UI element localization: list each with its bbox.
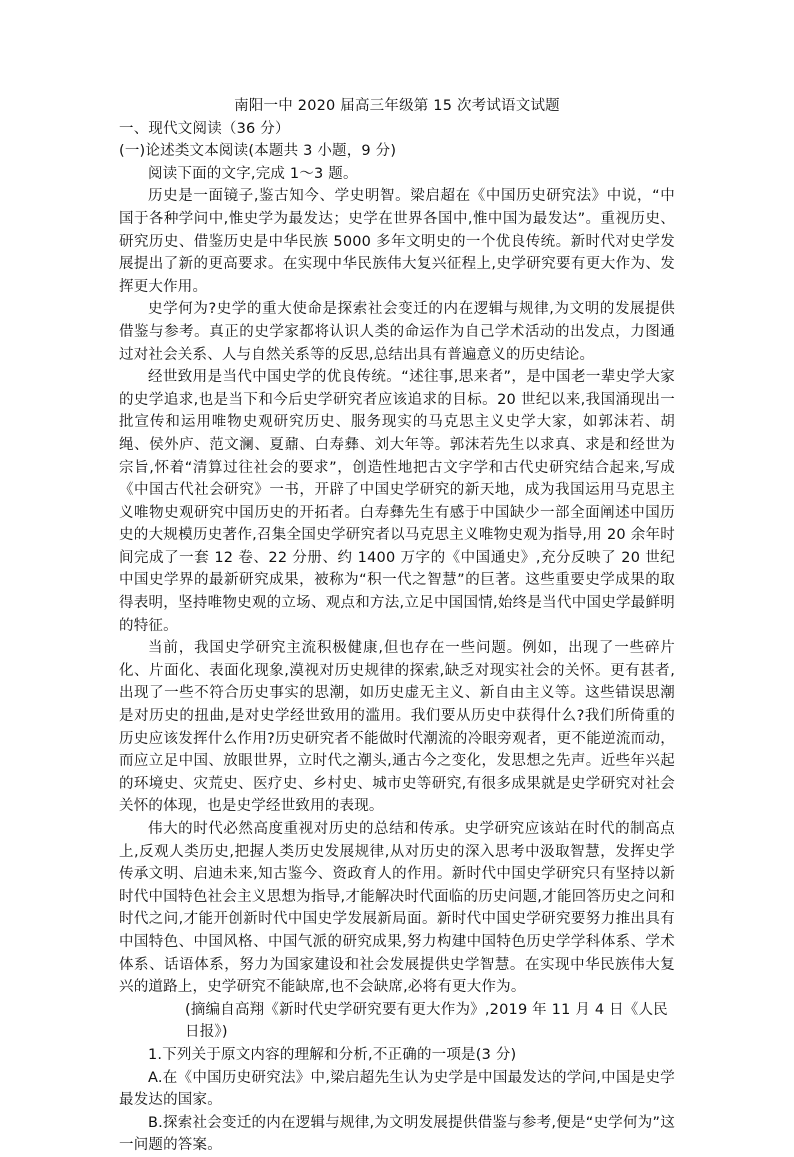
exam-title: 南阳一中 2020 届高三年级第 15 次考试语文试题 xyxy=(234,98,560,114)
paragraph-3: 经世致用是当代中国史学的优良传统。“述往事,思来者”，是中国老一辈史学大家的史学追求,也是当下和今后史学研究者应该追求的目标。20 世纪以来,我国涌现出一批宣传和运用唯物史观研究历史、服务现实的马克思主义史学大家，如郭沫若、胡绳、侯外庐、范文澜、夏鼐、白寿彝、刘大年等。郭沫若先生以求真、求是和经世为宗旨,怀着“清算过往社会的要求”，创造性地把古文字学和古代史研究结合起来,写成《中国古代社会研究》一书，开辟了中国史学研究的新天地，成为我国运用马克思主义唯物史观研究中国历史的开拓者。白寿彝先生有感于中国缺少一部全面阐述中国历史的大规模历史著作,召集全国史学研究者以马克思主义唯物史观为指导,用 20 余年时间完成了一套 12 卷、22 分册、约 1400 万字的《中国通史》,充分反映了 20 世纪中国史学界的最新研究成果，被称为“积一代之智慧”的巨著。这些重要史学成果的取得表明，坚持唯物史观的立场、观点和方法,立足中国国情,始终是当代中国史学最鲜明的特征。 xyxy=(119,369,675,634)
exam-page xyxy=(119,95,675,1157)
paragraph-1: 历史是一面镜子,鉴古知今、学史明智。梁启超在《中国历史研究法》中说，“中国于各种学问中,惟史学为最发达；史学在世界各国中,惟中国为最发达”。重视历史、研究历史、借鉴历史是中华民族 5000 多年文明史的一个优良传统。新时代对史学发展提出了新的更高要求。在实现中华民族伟大复兴征程上,史学研究要有更大作为、发挥更大作用。 xyxy=(119,188,675,295)
section-heading: 一、现代文阅读（36 分） xyxy=(119,120,290,137)
option-a: A.在《中国历史研究法》中,梁启超先生认为史学是中国最发达的学问,中国是史学最发达的国家。 xyxy=(119,1069,675,1109)
paragraph-5: 伟大的时代必然高度重视对历史的总结和传承。史学研究应该站在时代的制高点上,反观人类历史,把握人类历史发展规律,从对历史的深入思考中汲取智慧，发挥史学传承文明、启迪未来,知古鉴今、资政育人的作用。新时代中国史学研究只有坚持以新时代中国特色社会主义思想为指导,才能解决时代面临的历史问题,才能回答历史之问和时代之问,才能开创新时代中国史学发展新局面。新时代中国史学研究要努力推出具有中国特色、中国风格、中国气派的研究成果,努力构建中国特色历史学学科体系、学术体系、话语体系，努力为国家建设和社会发展提供史学智慧。在实现中华民族伟大复兴的道路上，史学研究不能缺席,也不会缺席,必将有更大作为。 xyxy=(119,821,675,996)
paragraph-2: 史学何为?史学的重大使命是探索社会变迁的内在逻辑与规律,为文明的发展提供借鉴与参考。真正的史学家都将认识人类的命运作为自己学术活动的出发点，力图通过对社会关系、人与自然关系等的反思,总结出具有普遍意义的历史结论。 xyxy=(119,301,675,363)
question-1: 1.下列关于原文内容的理解和分析,不正确的一项是(3 分) xyxy=(148,1046,517,1063)
article-source: (摘编自高翔《新时代史学研究要有更大作为》,2019 年 11 月 4 日《人民日报》) xyxy=(185,1001,668,1041)
paragraph-4: 当前，我国史学研究主流积极健康,但也存在一些问题。例如，出现了一些碎片化、片面化、表面化现象,漠视对历史规律的探索,缺乏对现实社会的关怀。更有甚者,出现了一些不符合历史事实的思潮，如历史虚无主义、新自由主义等。这些错误思潮是对历史的扭曲,是对史学经世致用的滥用。我们要从历史中获得什么?我们所倚重的历史应该发挥什么作用?历史研究者不能做时代潮流的冷眼旁观者，更不能逆流而动，而应立足中国、放眼世界，立时代之潮头,通古今之变化，发思想之先声。近些年兴起的环境史、灾荒史、医疗史、乡村史、城市史等研究,有很多成果就是史学研究对社会关怀的体现，也是史学经世致用的表现。 xyxy=(119,640,675,815)
option-b: B.探索社会变迁的内在逻辑与规律,为文明发展提供借鉴与参考,便是“史学何为”这一问题的答案。 xyxy=(119,1114,675,1154)
reading-instruction: 阅读下面的文字,完成 1～3 题。 xyxy=(148,165,358,182)
subsection-heading: (一)论述类文本阅读(本题共 3 小题，9 分) xyxy=(119,143,397,160)
